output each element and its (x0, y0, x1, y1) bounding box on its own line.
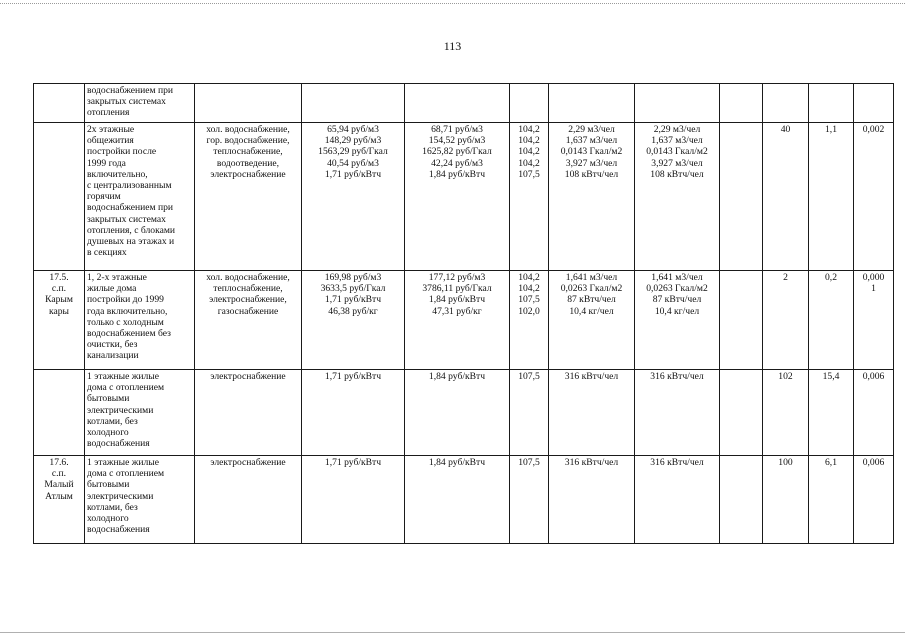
count-cell: 2 (763, 271, 809, 370)
empty-cell (720, 123, 763, 271)
tariff-new-cell: 1,84 руб/кВтч (405, 370, 510, 456)
tariff-new-cell (405, 84, 510, 123)
area-cell: 1,1 (809, 123, 854, 271)
services-cell: электроснабжение (195, 370, 302, 456)
share-cell (854, 84, 894, 123)
table-row (34, 370, 894, 456)
count-cell: 40 (763, 123, 809, 271)
settlement-cell (34, 84, 85, 123)
tariff-table (33, 83, 894, 544)
table-row (34, 123, 894, 271)
tariff-old-cell: 1,71 руб/кВтч (302, 456, 405, 544)
count-cell: 102 (763, 370, 809, 456)
page-number: 113 (443, 39, 462, 53)
index-cell: 104,2 104,2 107,5 102,0 (510, 271, 549, 370)
area-cell: 15,4 (809, 370, 854, 456)
building-type-cell: 1, 2-х этажные жилые дома постройки до 1999 года включительно, только с холодным водоснабжением без очистки, без канализации (85, 271, 195, 370)
tariff-new-cell: 1,84 руб/кВтч (405, 456, 510, 544)
norm-new-cell: 1,641 м3/чел 0,0263 Гкал/м2 87 кВтч/чел 10,4 кг/чел (635, 271, 720, 370)
tariff-new-cell: 177,12 руб/м3 3786,11 руб/Гкал 1,84 руб/кВтч 47,31 руб/кг (405, 271, 510, 370)
norm-old-cell: 316 кВтч/чел (549, 456, 635, 544)
settlement-cell (34, 370, 85, 456)
building-type-cell: 1 этажные жилые дома с отоплением бытовыми электрическими котлами, без холодного водоснабжения (85, 370, 195, 456)
table-row (34, 271, 894, 370)
tariff-old-cell: 169,98 руб/м3 3633,5 руб/Гкал 1,71 руб/кВтч 46,38 руб/кг (302, 271, 405, 370)
area-cell: 0,2 (809, 271, 854, 370)
norm-old-cell: 2,29 м3/чел 1,637 м3/чел 0,0143 Гкал/м2 3,927 м3/чел 108 кВтч/чел (549, 123, 635, 271)
index-cell: 107,5 (510, 456, 549, 544)
norm-new-cell (635, 84, 720, 123)
empty-cell (720, 456, 763, 544)
building-type-cell: водоснабжением при закрытых системах отопления (85, 84, 195, 123)
empty-cell (720, 84, 763, 123)
norm-old-cell (549, 84, 635, 123)
norm-old-cell: 1,641 м3/чел 0,0263 Гкал/м2 87 кВтч/чел 10,4 кг/чел (549, 271, 635, 370)
norm-new-cell: 316 кВтч/чел (635, 370, 720, 456)
count-cell (763, 84, 809, 123)
scan-edge-bottom (0, 632, 905, 633)
settlement-cell: 17.6. с.п. Малый Атлым (34, 456, 85, 544)
services-cell (195, 84, 302, 123)
share-cell: 0,006 (854, 370, 894, 456)
scan-edge-top (0, 3, 905, 4)
area-cell: 6,1 (809, 456, 854, 544)
tariff-new-cell: 68,71 руб/м3 154,52 руб/м3 1625,82 руб/Гкал 42,24 руб/м3 1,84 руб/кВтч (405, 123, 510, 271)
settlement-cell: 17.5. с.п. Карым кары (34, 271, 85, 370)
index-cell: 107,5 (510, 370, 549, 456)
services-cell: хол. водоснабжение, гор. водоснабжение, теплоснабжение, водоотведение, электроснабжение (195, 123, 302, 271)
norm-new-cell: 2,29 м3/чел 1,637 м3/чел 0,0143 Гкал/м2 3,927 м3/чел 108 кВтч/чел (635, 123, 720, 271)
table-row (34, 456, 894, 544)
services-cell: электроснабжение (195, 456, 302, 544)
tariff-old-cell (302, 84, 405, 123)
table-row (34, 84, 894, 123)
building-type-cell: 1 этажные жилые дома с отоплением бытовыми электрическими котлами, без холодного водоснабжения (85, 456, 195, 544)
tariff-old-cell: 65,94 руб/м3 148,29 руб/м3 1563,29 руб/Гкал 40,54 руб/м3 1,71 руб/кВтч (302, 123, 405, 271)
index-cell: 104,2 104,2 104,2 104,2 107,5 (510, 123, 549, 271)
share-cell: 0,000 1 (854, 271, 894, 370)
settlement-cell (34, 123, 85, 271)
share-cell: 0,002 (854, 123, 894, 271)
services-cell: хол. водоснабжение, теплоснабжение, электроснабжение, газоснабжение (195, 271, 302, 370)
share-cell: 0,006 (854, 456, 894, 544)
building-type-cell: 2х этажные общежития постройки после 1999 года включительно, с централизованным горячим водоснабжением при закрытых системах отопления, с блоками душевых на этажах и в секциях (85, 123, 195, 271)
norm-new-cell: 316 кВтч/чел (635, 456, 720, 544)
norm-old-cell: 316 кВтч/чел (549, 370, 635, 456)
empty-cell (720, 370, 763, 456)
area-cell (809, 84, 854, 123)
empty-cell (720, 271, 763, 370)
count-cell: 100 (763, 456, 809, 544)
tariff-old-cell: 1,71 руб/кВтч (302, 370, 405, 456)
index-cell (510, 84, 549, 123)
